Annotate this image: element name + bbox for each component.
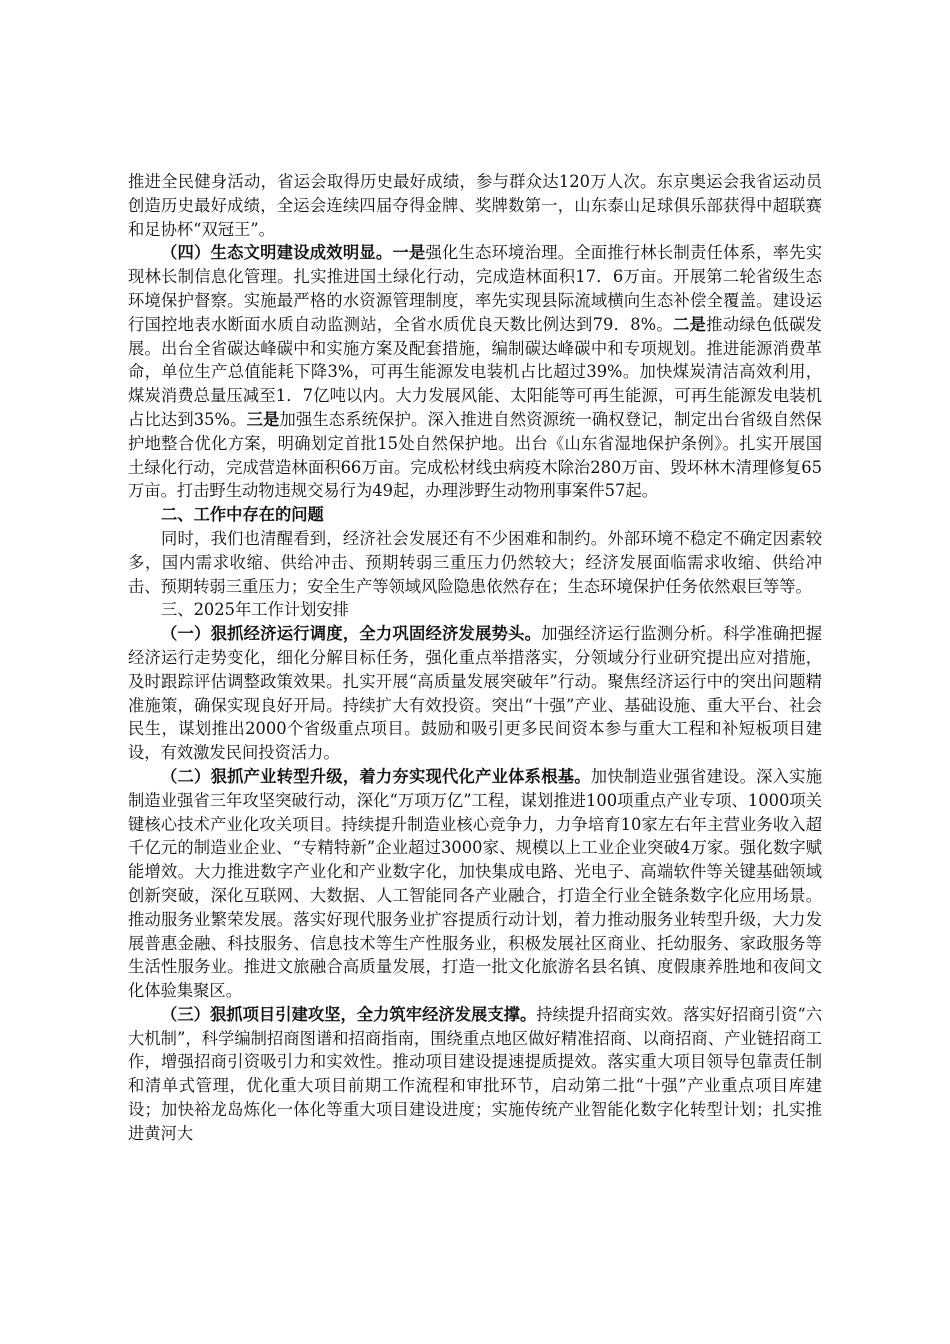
point-marker-3: 三是 [246,409,280,429]
section-lead-industry: （二）狠抓产业转型升级，着力夯实现代化产业体系根基。 [161,766,591,786]
paragraph-text: 加强经济运行监测分析。科学准确把握经济运行走势变化，细化分解目标任务，强化重点举措落实，分领域分行业研究提出应对措施，及时跟踪评估调整政策效果。扎实开展“高质量发展突破年”行动。聚焦经济运行中的突出问题精准施策，确保实现良好开局。持续扩大有效投资。突出“十强”产业、基础设施、重大平台、社会民生，谋划推出2000个省级重点项目。鼓励和吸引更多民间资本参与重大工程和补短板项目建设，有效激发民间投资活力。 [128,624,822,763]
heading-work-plan: 三、2025年工作计划安排 [161,600,349,620]
section-lead-projects: （三）狠抓项目引建攻坚，全力筑牢经济发展支撑。 [161,1004,537,1024]
paragraph-projects [128,1003,822,1146]
point-text-2: 推动绿色低碳发展。出台全省碳达峰碳中和实施方案及配套措施，编制碳达峰碳中和专项规划。推进能源消费革命，单位生产总值能耗下降3%，可再生能源发电装机占比超过39%。加快煤炭清洁高效利用，煤炭消费总量压减至1．7亿吨以内。大力发展风能、太阳能等可再生能源，可再生能源发电装机占比达到35%。 [128,314,822,429]
section-lead-ecology: （四）生态文明建设成效明显。 [161,243,393,263]
point-marker-1: 一是 [392,243,426,263]
paragraph-ecology [128,241,822,503]
point-text-3: 加强生态系统保护。深入推进自然资源统一确权登记，制定出台省级自然保护地整合优化方案，明确划定首批15处自然保护地。出台《山东省湿地保护条例》。扎实开展国土绿化行动，完成营造林面积66万亩。完成松材线虫病疫木除治280万亩、毁坏林木清理修复65万亩。打击野生动物违规交易行为49起，办理涉野生动物刑事案件57起。 [128,409,822,501]
document-page [128,170,822,1146]
section-lead-economic: （一）狠抓经济运行调度，全力巩固经济发展势头。 [161,624,542,644]
paragraph-industry-upgrade [128,765,822,1003]
paragraph-problems [128,527,822,598]
paragraph-text: 持续提升招商实效。落实好招商引资“六大机制”，科学编制招商图谱和招商指南，围绕重点地区做好精准招商、以商招商、产业链招商工作，增强招商引资吸引力和实效性。推动项目建设提速提质提效。落实重大项目领导包靠责任制和清单式管理，优化重大项目前期工作流程和审批环节，启动第二批“十强”产业重点项目库建设；加快裕龙岛炼化一体化等重大项目建设进度；实施传统产业智能化数字化转型计划；扎实推进黄河大 [128,1004,822,1143]
paragraph-text: 同时，我们也清醒看到，经济社会发展还有不少困难和制约。外部环境不稳定不确定因素较多，国内需求收缩、供给冲击、预期转弱三重压力仍然较大；经济发展面临需求收缩、供给冲击、预期转弱三重压力；安全生产等领域风险隐患依然存在；生态环境保护任务依然艰巨等等。 [128,528,822,596]
heading-problems: 二、工作中存在的问题 [161,505,324,525]
paragraph-text: 加快制造业强省建设。深入实施制造业强省三年攻坚突破行动，深化“万项万亿”工程，谋划推进100项重点产业专项、1000项关键核心技术产业化攻关项目。持续提升制造业核心竞争力，力争培育10家左右年主营业务收入超千亿元的制造业企业、“专精特新”企业超过3000家、规模以上工业企业突破4万家。强化数字赋能增效。大力推进数字产业化和产业数字化，加快集成电路、光电子、高端软件等关键基础领域创新突破，深化互联网、大数据、人工智能同各产业融合，打造全行业全链条数字化应用场景。推动服务业繁荣发展。落实好现代服务业扩容提质行动计划，着力推动服务业转型升级，大力发展普惠金融、科技服务、信息技术等生产性服务业，积极发展社区商业、托幼服务、家政服务等生活性服务业。推进文旅融合高质量发展，打造一批文化旅游名县名镇、度假康养胜地和夜间文化体验集聚区。 [128,766,822,1001]
point-text-1: 强化生态环境治理。全面推行林长制责任体系，率先实现林长制信息化管理。扎实推进国土绿化行动，完成造林面积17．6万亩。开展第二轮省级生态环境保护督察。实施最严格的水资源管理制度，率先实现县际流域横向生态补偿全覆盖。建设运行国控地表水断面水质自动监测站，全省水质优良天数比例达到79．8%。 [128,243,822,334]
point-marker-2: 二是 [672,314,707,334]
paragraph-sports-achievements [128,170,822,241]
paragraph-economic-operation [128,622,822,765]
paragraph-text: 推进全民健身活动，省运会取得历史最好成绩，参与群众达120万人次。东京奥运会我省运动员创造历史最好成绩，全运会连续四届夺得金牌、奖牌数第一，山东泰山足球俱乐部获得中超联赛和足协杯“双冠王”。 [128,172,822,239]
